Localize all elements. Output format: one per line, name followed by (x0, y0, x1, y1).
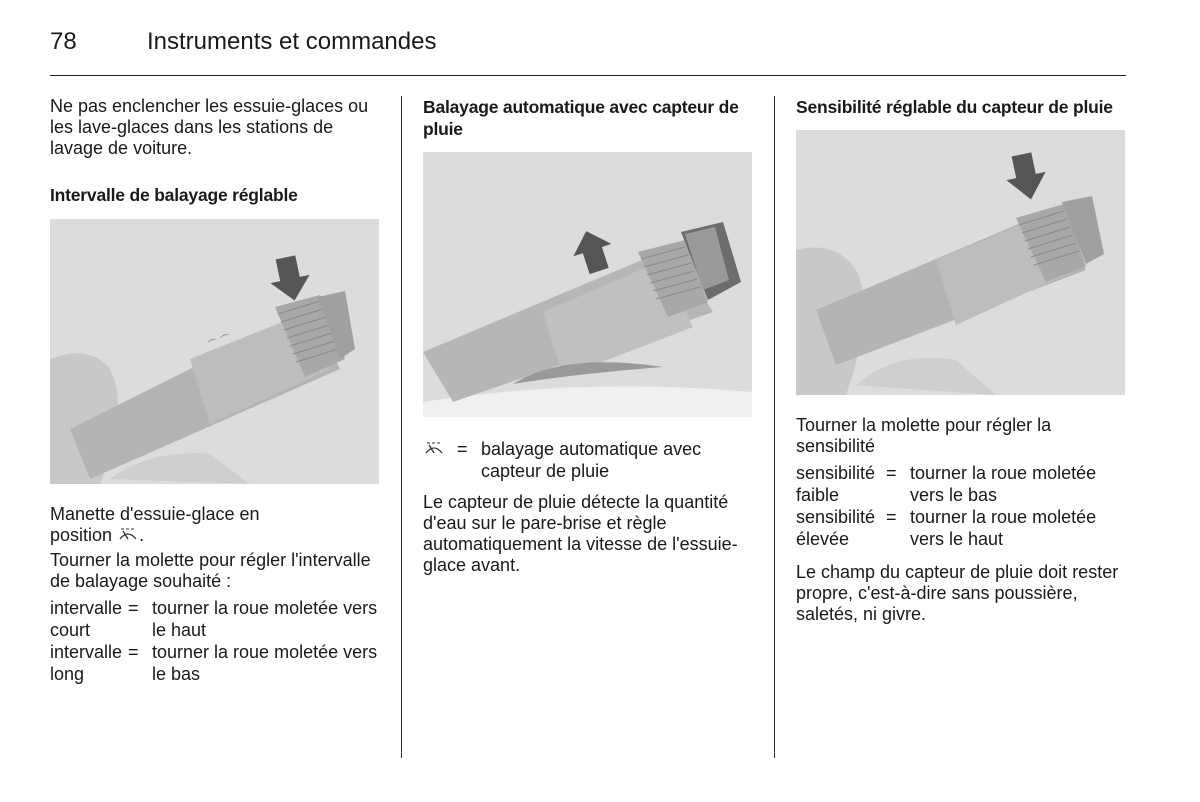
section-heading: Intervalle de balayage réglable (50, 185, 298, 205)
body-paragraph: Le champ du capteur de pluie doit rester propre, c'est-à-dire sans poussière, saletés, ni givre. (796, 562, 1119, 624)
interval-definition-list (50, 597, 380, 685)
column-3 (796, 96, 1126, 625)
term: sensibilité élevée (796, 507, 876, 549)
instruction-paragraph: Tourner la molette pour régler l'intervalle de balayage souhaité : (50, 550, 371, 591)
figure-wiper-stalk-sensitivity (796, 130, 1125, 395)
definition: tourner la roue moletée vers le haut (910, 507, 1097, 549)
column-1 (50, 96, 380, 685)
term: sensibilité faible (796, 463, 876, 505)
column-divider (774, 96, 775, 758)
wiper-rain-sensor-icon (423, 441, 445, 457)
wiper-rain-sensor-icon (117, 527, 139, 543)
equals: = (457, 439, 468, 459)
svg-text:⌒ ⌒: ⌒ ⌒ (207, 333, 233, 352)
page-number: 78 (50, 28, 77, 55)
equals: = (886, 507, 897, 527)
definition: balayage automatique avec capteur de pluie (481, 439, 702, 481)
equals: = (128, 598, 139, 618)
page-title: Instruments et commandes (147, 28, 437, 55)
page-header (50, 26, 1126, 76)
section-heading: Sensibilité réglable du capteur de pluie (796, 97, 1113, 117)
equals: = (128, 642, 139, 662)
caption: Manette d'essuie-glace en position . (50, 504, 260, 545)
arrow-down-icon (266, 253, 314, 304)
body-paragraph: Le capteur de pluie détecte la quantité d'eau sur le pare-brise et règle automatiquement la vitesse de l'essuie-glace avant. (423, 492, 738, 575)
column-divider (401, 96, 402, 758)
arrow-up-icon (567, 225, 618, 277)
definition: tourner la roue moletée vers le bas (152, 642, 378, 684)
column-2 (423, 96, 753, 576)
definition: tourner la roue moletée vers le haut (152, 598, 378, 640)
intro-paragraph: Ne pas enclencher les essuie-glaces ou les lave-glaces dans les stations de lavage de voiture. (50, 96, 369, 158)
figure-wiper-stalk-auto (423, 152, 752, 417)
term: intervalle long (50, 642, 123, 684)
sensitivity-definition-list (796, 462, 1126, 550)
equals: = (886, 463, 897, 483)
arrow-down-icon (1002, 150, 1051, 203)
symbol-definition (423, 438, 753, 482)
definition: tourner la roue moletée vers le bas (910, 463, 1097, 505)
instruction-paragraph: Tourner la molette pour régler la sensibilité (796, 415, 1052, 456)
figure-wiper-stalk (50, 219, 379, 484)
section-heading: Balayage automatique avec capteur de pluie (423, 97, 739, 139)
term: intervalle court (50, 598, 123, 640)
